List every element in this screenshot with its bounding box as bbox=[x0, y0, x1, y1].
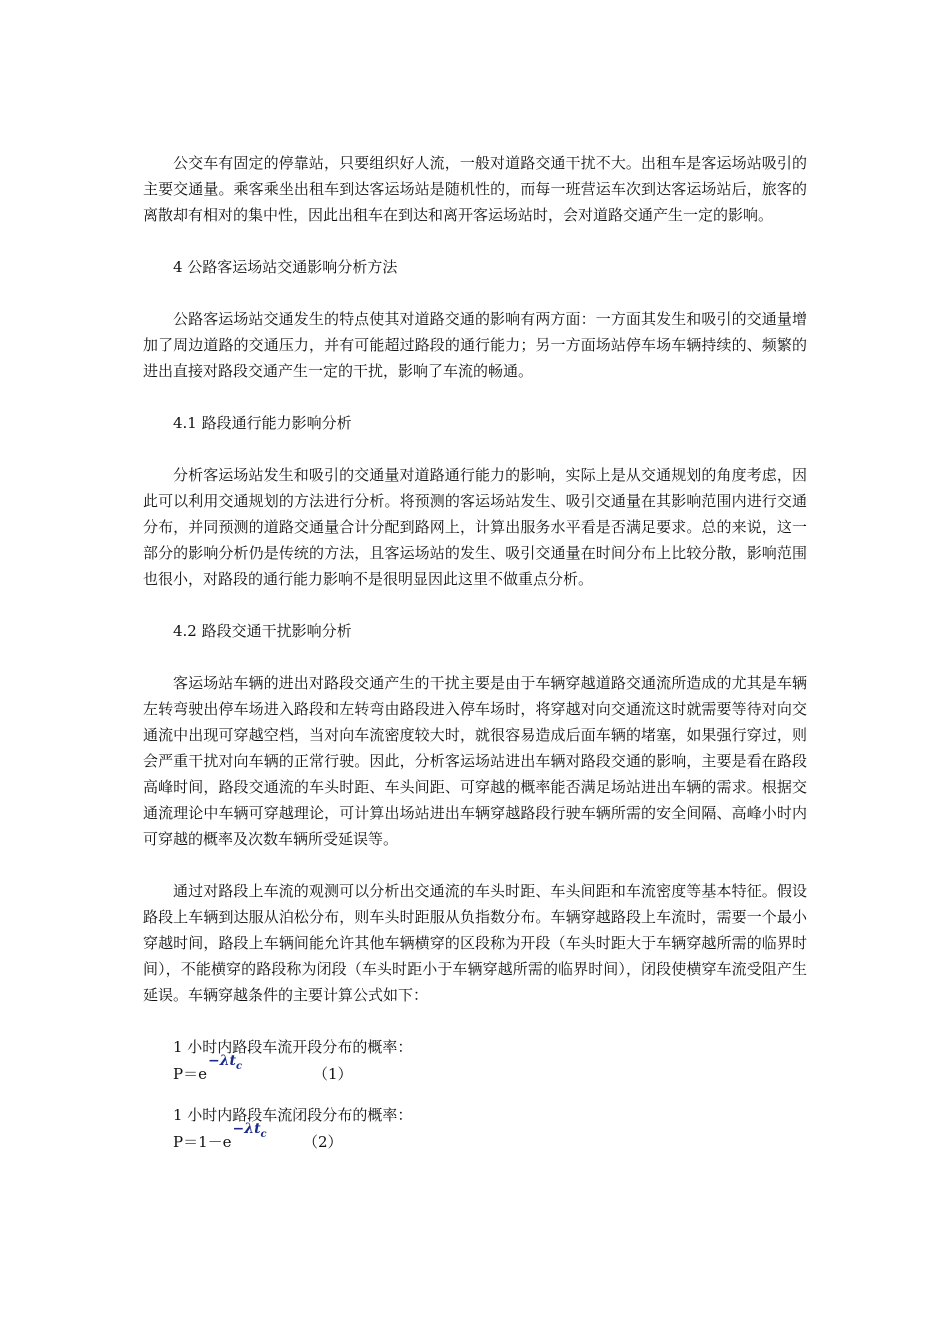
section-heading-4-2: 4.2 路段交通干扰影响分析 bbox=[173, 622, 352, 640]
section-heading-4-1: 4.1 路段通行能力影响分析 bbox=[173, 414, 352, 432]
paragraph-bus-taxi: 公交车有固定的停靠站，只要组织好人流，一般对道路交通干扰不大。出租车是客运场站吸引的主要交通量。乘客乘坐出租车到达客运场站是随机性的，而每一班营运车次到达客运场站后，旅客的离散却有相对的集中性，因此出租车在到达和离开客运场站时，会对道路交通产生一定的影响。 bbox=[143, 154, 807, 224]
formula-number: （2） bbox=[303, 1133, 343, 1151]
formula-open-probability bbox=[173, 1053, 807, 1088]
formula-number: （1） bbox=[313, 1065, 353, 1083]
paragraph-gap-theory: 通过对路段上车流的观测可以分析出交通流的车头时距、车头间距和车流密度等基本特征。假设路段上车辆到达服从泊松分布，则车头时距服从负指数分布。车辆穿越路段上车流时，需要一个最小穿越时间，路段上车辆间能允许其他车辆横穿的区段称为开段（车头时距大于车辆穿越所需的临界时间），不能横穿的路段称为闭段（车头时距小于车辆穿越所需的临界时间），闭段使横穿车流受阻产生延误。车辆穿越条件的主要计算公式如下： bbox=[143, 882, 807, 1004]
formula-exponent-sub: c bbox=[260, 1128, 267, 1140]
formula-exponent-main: −λt bbox=[232, 1121, 261, 1137]
paragraph-interference-analysis: 客运场站车辆的进出对路段交通产生的干扰主要是由于车辆穿越道路交通流所造成的尤其是车辆左转弯驶出停车场进入路段和左转弯由路段进入停车场时，将穿越对向交通流这时就需要等待对向交通流中出现可穿越空档，当对向车流密度较大时，就很容易造成后面车辆的堵塞，如果强行穿过，则会严重干扰对向车辆的正常行驶。因此，分析客运场站进出车辆对路段交通的影响，主要是看在路段高峰时间，路段交通流的车头时距、车头间距、可穿越的概率能否满足场站进出车辆的需求。根据交通流理论中车辆可穿越理论，可计算出场站进出车辆穿越路段行驶车辆所需的安全间隔、高峰小时内可穿越的概率及次数车辆所受延误等。 bbox=[143, 674, 807, 848]
formula-exponent-sub: c bbox=[236, 1060, 243, 1072]
paragraph-traffic-generation: 公路客运场站交通发生的特点使其对道路交通的影响有两方面：一方面其发生和吸引的交通量增加了周边道路的交通压力，并有可能超过路段的通行能力；另一方面场站停车场车辆持续的、频繁的进出直接对路段交通产生一定的干扰，影响了车流的畅通。 bbox=[143, 310, 807, 380]
formula-label: 1 小时内路段车流闭段分布的概率： bbox=[173, 1106, 413, 1124]
formula-base: P＝e bbox=[173, 1065, 207, 1083]
section-heading-4: 4 公路客运场站交通影响分析方法 bbox=[173, 258, 398, 276]
document-body bbox=[143, 150, 807, 1170]
formula-exponent bbox=[232, 1121, 267, 1140]
formula-exponent bbox=[207, 1053, 243, 1072]
formula-closed-probability bbox=[173, 1121, 807, 1156]
formula-label: 1 小时内路段车流开段分布的概率： bbox=[173, 1038, 413, 1056]
formula-base: P＝1－e bbox=[173, 1133, 232, 1151]
formula-lhs bbox=[173, 1121, 267, 1163]
formula-lhs bbox=[173, 1053, 243, 1095]
formula-block-open-segment bbox=[143, 1034, 807, 1088]
formula-exponent-main: −λt bbox=[207, 1053, 236, 1069]
formula-block-closed-segment bbox=[143, 1102, 807, 1156]
paragraph-capacity-analysis: 分析客运场站发生和吸引的交通量对道路通行能力的影响，实际上是从交通规划的角度考虑，因此可以利用交通规划的方法进行分析。将预测的客运场站发生、吸引交通量在其影响范围内进行交通分布，并同预测的道路交通量合计分配到路网上，计算出服务水平看是否满足要求。总的来说，这一部分的影响分析仍是传统的方法，且客运场站的发生、吸引交通量在时间分布上比较分散，影响范围也很小，对路段的通行能力影响不是很明显因此这里不做重点分析。 bbox=[143, 466, 807, 588]
